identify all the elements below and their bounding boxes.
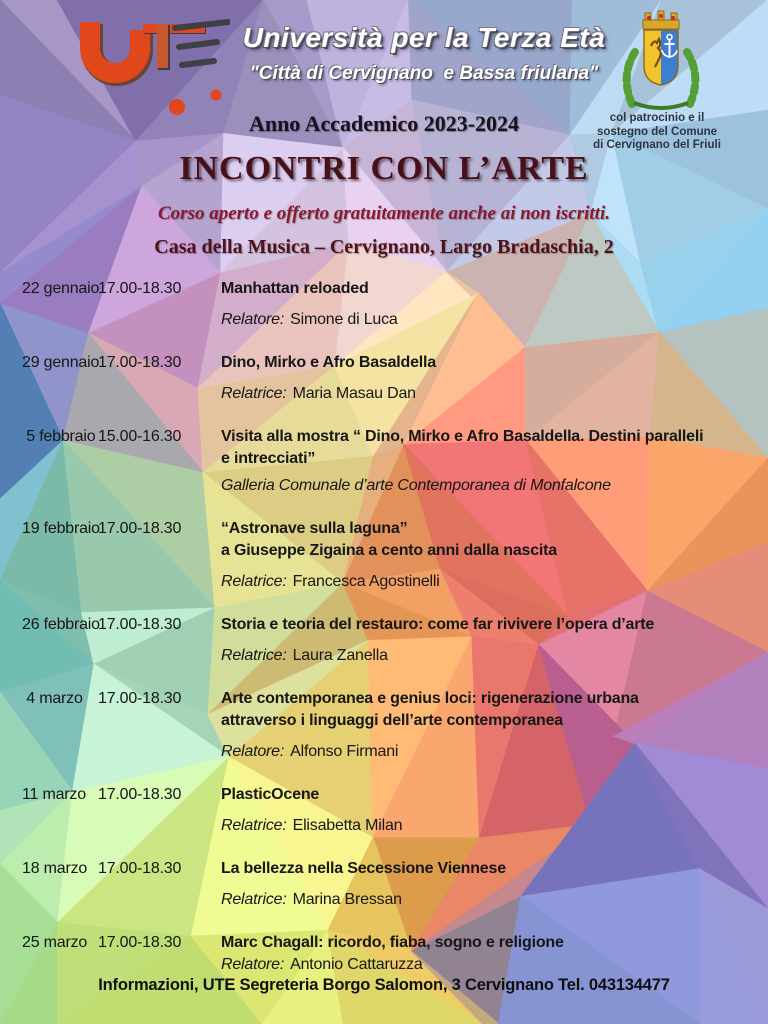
speaker-name: Antonio Cattaruzza [290,956,423,973]
event-time: 17.00-18.30 [98,786,182,803]
event-speaker [221,571,741,593]
event-content [221,858,741,911]
academic-year: Anno Accademico 2023-2024 [248,111,520,136]
event-content [221,278,741,331]
event-title-line: “Astronave sulla laguna” [221,520,408,537]
event-title-line: attraverso i linguaggi dell’arte contemporanea [221,712,564,729]
speaker-label: Relatrice: [221,817,287,834]
event-row [0,426,768,497]
event-content [221,932,741,976]
event-date: 18 marzo [22,860,88,877]
event-date: 4 marzo [22,690,83,707]
event-content [221,688,741,763]
event-date: 29 gennaio [22,354,100,371]
intro-block [0,112,768,260]
event-row [0,784,768,837]
speaker-name: Simone di Luca [290,311,398,328]
event-date: 11 marzo [22,786,86,803]
municipal-coat-of-arms-icon [612,6,710,110]
event-content [221,352,741,405]
event-title-line: Storia e teoria del restauro: come far rivivere l’opera d’arte [221,616,655,633]
speaker-label: Relatrice: [221,573,287,590]
speaker-label: Relatrice: [221,647,287,664]
event-date: 26 febbraio [22,616,100,633]
event-content [221,518,741,593]
event-time: 17.00-18.30 [98,280,182,297]
event-row [0,518,768,593]
event-speaker [221,815,741,837]
header-title-block [238,22,610,85]
event-time: 15.00-16.30 [98,428,182,445]
event-content [221,426,741,497]
event-speaker [221,741,741,763]
page-title: INCONTRI CON L’ARTE [179,150,589,187]
event-title-line: Manhattan reloaded [221,280,369,297]
event-content [221,784,741,837]
events-list [0,278,768,976]
speaker-name: Alfonso Firmani [290,743,399,760]
event-date: 5 febbraio [22,428,96,445]
event-title-line: Marc Chagall: ricordo, fiaba, sogno e religione [221,934,564,951]
event-row [0,614,768,667]
university-subtitle: "Città di Cervignano e Bassa friulana" [249,63,599,84]
footer-info: Informazioni, UTE Segreteria Borgo Salomon, 3 Cervignano Tel. 043134477 [98,976,670,994]
event-time: 17.00-18.30 [98,354,182,371]
event-time: 17.00-18.30 [98,690,182,707]
event-row [0,688,768,763]
event-title-line: La bellezza nella Secessione Viennese [221,860,506,877]
speaker-label: Relatore: [221,743,285,760]
speaker-name: Laura Zanella [292,647,388,664]
speaker-name: Maria Masau Dan [292,385,416,402]
venue-line: Casa della Musica – Cervignano, Largo Bradaschia, 2 [154,236,614,258]
patronage-line-2: sostegno del Comune [596,125,718,138]
event-speaker [221,954,741,976]
event-date: 19 febbraio [22,520,100,537]
event-time: 17.00-18.30 [98,616,182,633]
event-row [0,932,768,976]
speaker-label: Relatrice: [221,891,287,908]
event-title-line: Arte contemporanea e genius loci: rigenerazione urbana [221,690,639,707]
speaker-label: Relatrice: [221,385,287,402]
event-row [0,352,768,405]
ute-logo-icon [78,14,230,122]
event-speaker [221,645,741,667]
speaker-label: Relatore: [221,311,285,328]
event-note: Galleria Comunale d’arte Contemporanea di Monfalcone [221,477,611,494]
event-speaker [221,383,741,405]
speaker-name: Francesca Agostinelli [292,573,440,590]
event-date: 22 gennaio [22,280,100,297]
event-time: 17.00-18.30 [98,934,182,951]
event-content [221,614,741,667]
speaker-label: Relatore: [221,956,285,973]
speaker-name: Marina Bressan [292,891,402,908]
event-title-line: e intrecciati” [221,450,316,467]
university-title: Università per la Terza Età [242,22,606,53]
speaker-name: Elisabetta Milan [292,817,403,834]
event-title-line: a Giuseppe Zigaina a cento anni dalla nascita [221,542,557,559]
event-date: 25 marzo [22,934,88,951]
event-title-line: PlasticOcene [221,786,320,803]
event-speaker [221,889,741,911]
event-row [0,278,768,331]
open-course-note: Corso aperto e offerto gratuitamente anche ai non iscritti. [158,203,610,224]
event-speaker [221,309,741,331]
event-title-line: Dino, Mirko e Afro Basaldella [221,354,436,371]
event-time: 17.00-18.30 [98,860,182,877]
patronage-line-3: di Cervignano del Friuli [593,139,721,151]
patronage-line-1: col patrocinio e il [609,112,705,124]
event-row [0,858,768,911]
event-time: 17.00-18.30 [98,520,182,537]
event-title-line: Visita alla mostra “ Dino, Mirko e Afro Basaldella. Destini paralleli [221,428,704,445]
